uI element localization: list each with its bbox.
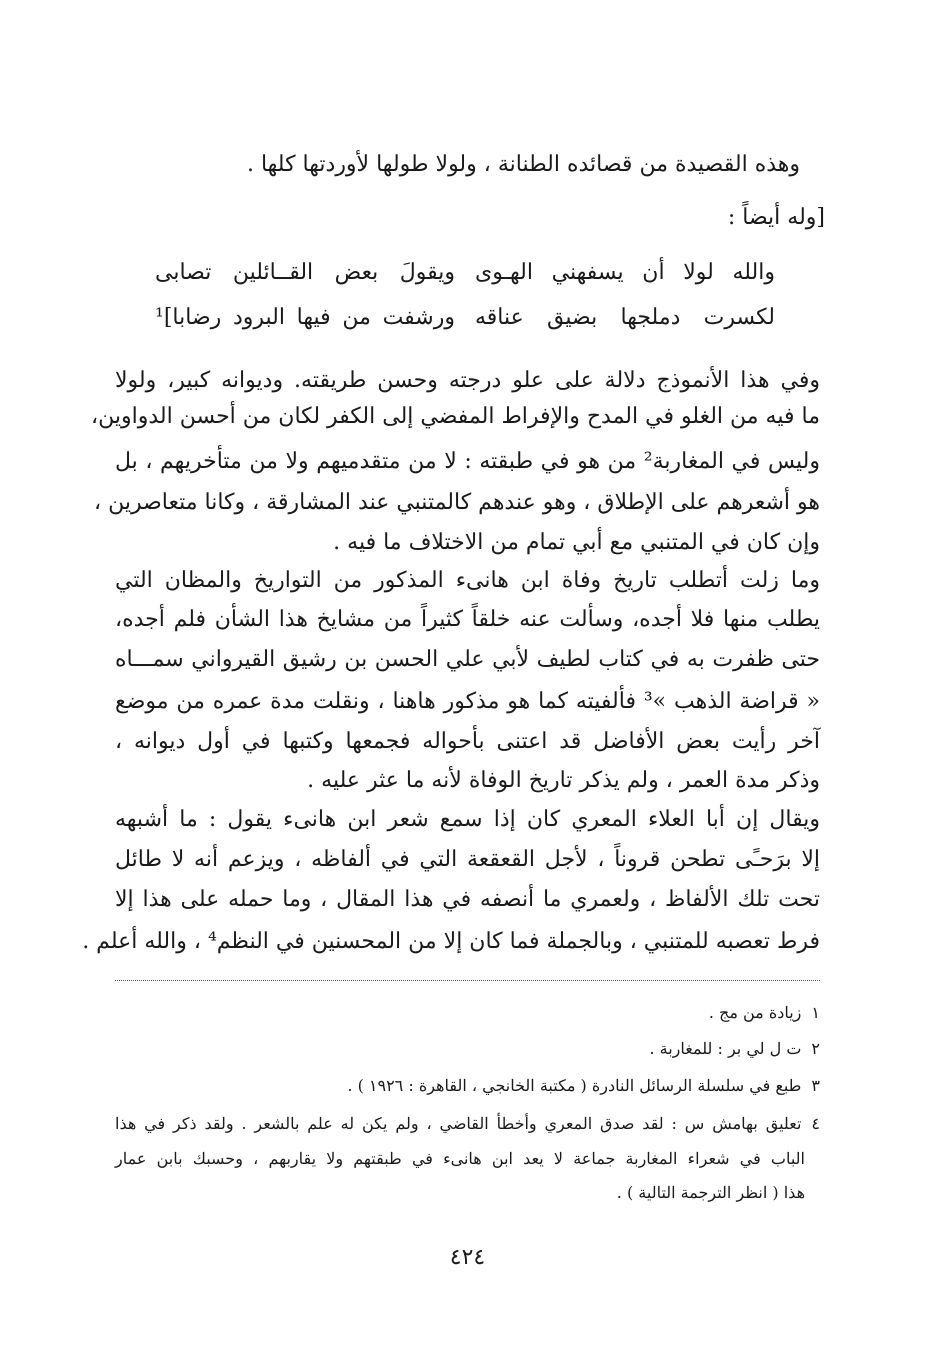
paragraph-line: هو أشعرهم على الإطلاق ، وهو عندهم كالمتنبي عند المشارقة ، وكانا متعاصرين ، bbox=[94, 490, 820, 515]
verse-second-hemistich: ورشفت من فيها البرود رضابا]¹ bbox=[155, 305, 455, 330]
verse-row bbox=[155, 257, 775, 289]
intro-line: وهذه القصيدة من قصائده الطنانة ، ولولا طولها لأوردتها كلها . bbox=[246, 152, 800, 177]
footnote-text: تعليق بهامش س : لقد صدق المعري وأخطأ القاضي ، ولم يكن له علم بالشعر . ولقد ذكر في هذا bbox=[115, 1114, 802, 1133]
verse-second-hemistich: ويقولَ بعض القــائلين تصابى bbox=[155, 260, 455, 285]
paragraph-line: يطلب منها فلا أجده، وسألت عنه خلقاً كثيراً من مشايخ هذا الشأن فلم أجده، bbox=[115, 607, 820, 632]
footnote bbox=[115, 1000, 820, 1026]
footnote bbox=[115, 1073, 820, 1099]
paragraph-line: حتى ظفرت به في كتاب لطيف لأبي علي الحسن بن رشيق القيرواني سمـــاه bbox=[115, 647, 820, 672]
verse-first-hemistich: لكسرت دملجها بضيق عناقه bbox=[475, 305, 775, 330]
paragraph-line: « قراضة الذهب »³ فألفيته كما هو مذكور هاهنا ، ونقلت مدة عمره من موضع bbox=[115, 689, 820, 714]
footnote-text: زيادة من مج . bbox=[708, 1003, 802, 1022]
paragraph-line: إلا برَحـًى تطحن قروناً ، لأجل القعقعة التي في ألفاظه ، ويزعم أنه لا طائل bbox=[115, 847, 820, 872]
footnote bbox=[115, 1036, 820, 1062]
verse-row bbox=[155, 302, 775, 334]
footnote-number: ٤ bbox=[811, 1114, 820, 1133]
footnote-continuation: هذا ( انظر الترجمة التالية ) . bbox=[616, 1183, 805, 1202]
paragraph-line: وإن كان في المتنبي مع أبي تمام من الاختلاف ما فيه . bbox=[333, 530, 820, 555]
paragraph-line: وليس في المغاربة² من هو في طبقته : لا من متقدميهم ولا من متأخريهم ، بل bbox=[115, 449, 820, 474]
paragraph-line: وما زلت أتطلب تاريخ وفاة ابن هانىء المذكور من التواريخ والمظان التي bbox=[115, 568, 820, 593]
paragraph-line: فرط تعصبه للمتنبي ، وبالجملة فما كان إلا من المحسنين في النظم⁴ ، والله أعلم . bbox=[82, 929, 820, 954]
footnote-number: ٢ bbox=[811, 1039, 820, 1058]
footnote bbox=[115, 1111, 820, 1137]
footnote-separator bbox=[115, 980, 820, 981]
footnote-text: طبع في سلسلة الرسائل النادرة ( مكتبة الخانجي ، القاهرة : ١٩٢٦ ) . bbox=[347, 1076, 802, 1095]
paragraph-line: ويقال إن أبا العلاء المعري كان إذا سمع شعر ابن هانىء يقول : ما أشبهه bbox=[115, 807, 820, 832]
paragraph-line: وذكر مدة العمر ، ولم يذكر تاريخ الوفاة لأنه ما عثر عليه . bbox=[307, 768, 820, 793]
paragraph-line: ما فيه من الغلو في المدح والإفراط المفضي إلى الكفر لكان من أحسن الدواوين، bbox=[91, 404, 820, 429]
verse-first-hemistich: والله لولا أن يسفهني الهـوى bbox=[475, 260, 775, 285]
paragraph-line: وفي هذا الأنموذج دلالة على علو درجته وحسن طريقته. وديوانه كبير، ولولا bbox=[115, 368, 820, 393]
footnote-text: ت ل لي بر : للمغاربة . bbox=[649, 1039, 802, 1058]
paragraph-line: آخر رأيت بعض الأفاضل قد اعتنى بأحواله فجمعها وكتبها في أول ديوانه ، bbox=[115, 729, 820, 754]
verse-label: [وله أيضاً : bbox=[727, 205, 825, 230]
footnote-continuation: الباب في شعراء المغاربة جماعة لا يعد ابن هانىء في طبقتهم ولا يقاربهم ، وحسبك بابن عمار bbox=[115, 1149, 805, 1168]
footnote-number: ٣ bbox=[811, 1076, 820, 1095]
page-number: ٤٢٤ bbox=[449, 1245, 486, 1270]
paragraph-line: تحت تلك الألفاظ ، ولعمري ما أنصفه في هذا المقال ، وما حمله على هذا إلا bbox=[115, 887, 820, 912]
footnote-number: ١ bbox=[811, 1003, 820, 1022]
